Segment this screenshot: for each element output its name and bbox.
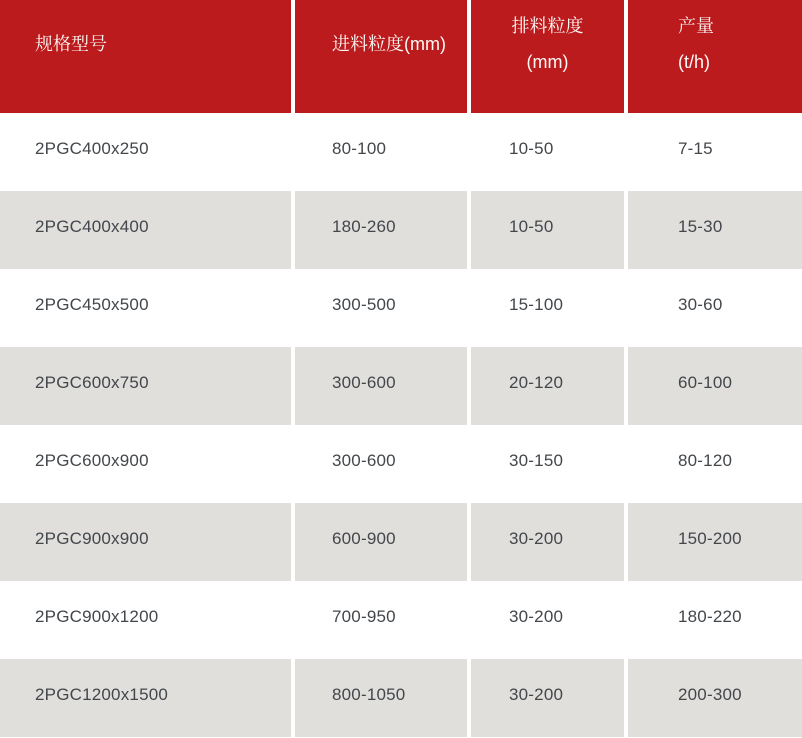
table-cell: 30-200	[467, 503, 624, 581]
table-cell: 180-260	[291, 191, 467, 269]
column-header-feed-size-label: 进料粒度(mm)	[332, 33, 446, 54]
table-cell: 800-1050	[291, 659, 467, 737]
table-cell: 300-600	[291, 425, 467, 503]
header-row	[0, 0, 802, 113]
table-cell: 700-950	[291, 581, 467, 659]
table-cell: 300-600	[291, 347, 467, 425]
table-cell: 30-60	[624, 269, 802, 347]
table-cell: 200-300	[624, 659, 802, 737]
table-cell: 20-120	[467, 347, 624, 425]
table-cell: 2PGC600x750	[35, 373, 149, 392]
table-cell: 7-15	[624, 113, 802, 191]
table-row	[0, 503, 802, 581]
column-header-discharge-size	[467, 0, 624, 113]
table-row	[0, 113, 802, 191]
table-cell: 30-150	[467, 425, 624, 503]
table-cell: 15-100	[467, 269, 624, 347]
table-cell: 600-900	[291, 503, 467, 581]
column-header-capacity-unit: (t/h)	[678, 51, 711, 72]
table-row	[0, 581, 802, 659]
column-header-discharge-size-label: 排料粒度	[511, 15, 584, 36]
spec-table-body	[0, 113, 802, 737]
table-cell: 60-100	[624, 347, 802, 425]
table-row	[0, 659, 802, 737]
table-cell: 2PGC1200x1500	[35, 685, 169, 704]
table-row	[0, 347, 802, 425]
table-cell: 30-200	[467, 659, 624, 737]
column-header-model-label: 规格型号	[35, 33, 107, 54]
table-cell: 15-30	[624, 191, 802, 269]
table-cell: 2PGC600x900	[35, 451, 149, 470]
column-header-capacity	[624, 0, 802, 113]
column-header-capacity-label: 产量	[678, 15, 714, 36]
table-cell: 180-220	[624, 581, 802, 659]
table-cell: 2PGC900x1200	[35, 607, 159, 626]
table-cell: 80-100	[291, 113, 467, 191]
table-cell: 80-120	[624, 425, 802, 503]
column-header-model	[0, 0, 291, 113]
column-header-feed-size	[291, 0, 467, 113]
table-row	[0, 425, 802, 503]
table-cell: 2PGC400x400	[35, 217, 149, 236]
table-cell: 150-200	[624, 503, 802, 581]
spec-table-header	[0, 0, 802, 113]
column-header-discharge-size-unit: (mm)	[526, 51, 569, 72]
table-cell: 10-50	[467, 191, 624, 269]
table-row	[0, 191, 802, 269]
table-cell: 2PGC900x900	[35, 529, 149, 548]
table-row	[0, 269, 802, 347]
table-cell: 10-50	[467, 113, 624, 191]
table-cell: 2PGC450x500	[35, 295, 149, 314]
table-cell: 300-500	[291, 269, 467, 347]
table-cell: 2PGC400x250	[35, 139, 149, 158]
table-cell: 30-200	[467, 581, 624, 659]
